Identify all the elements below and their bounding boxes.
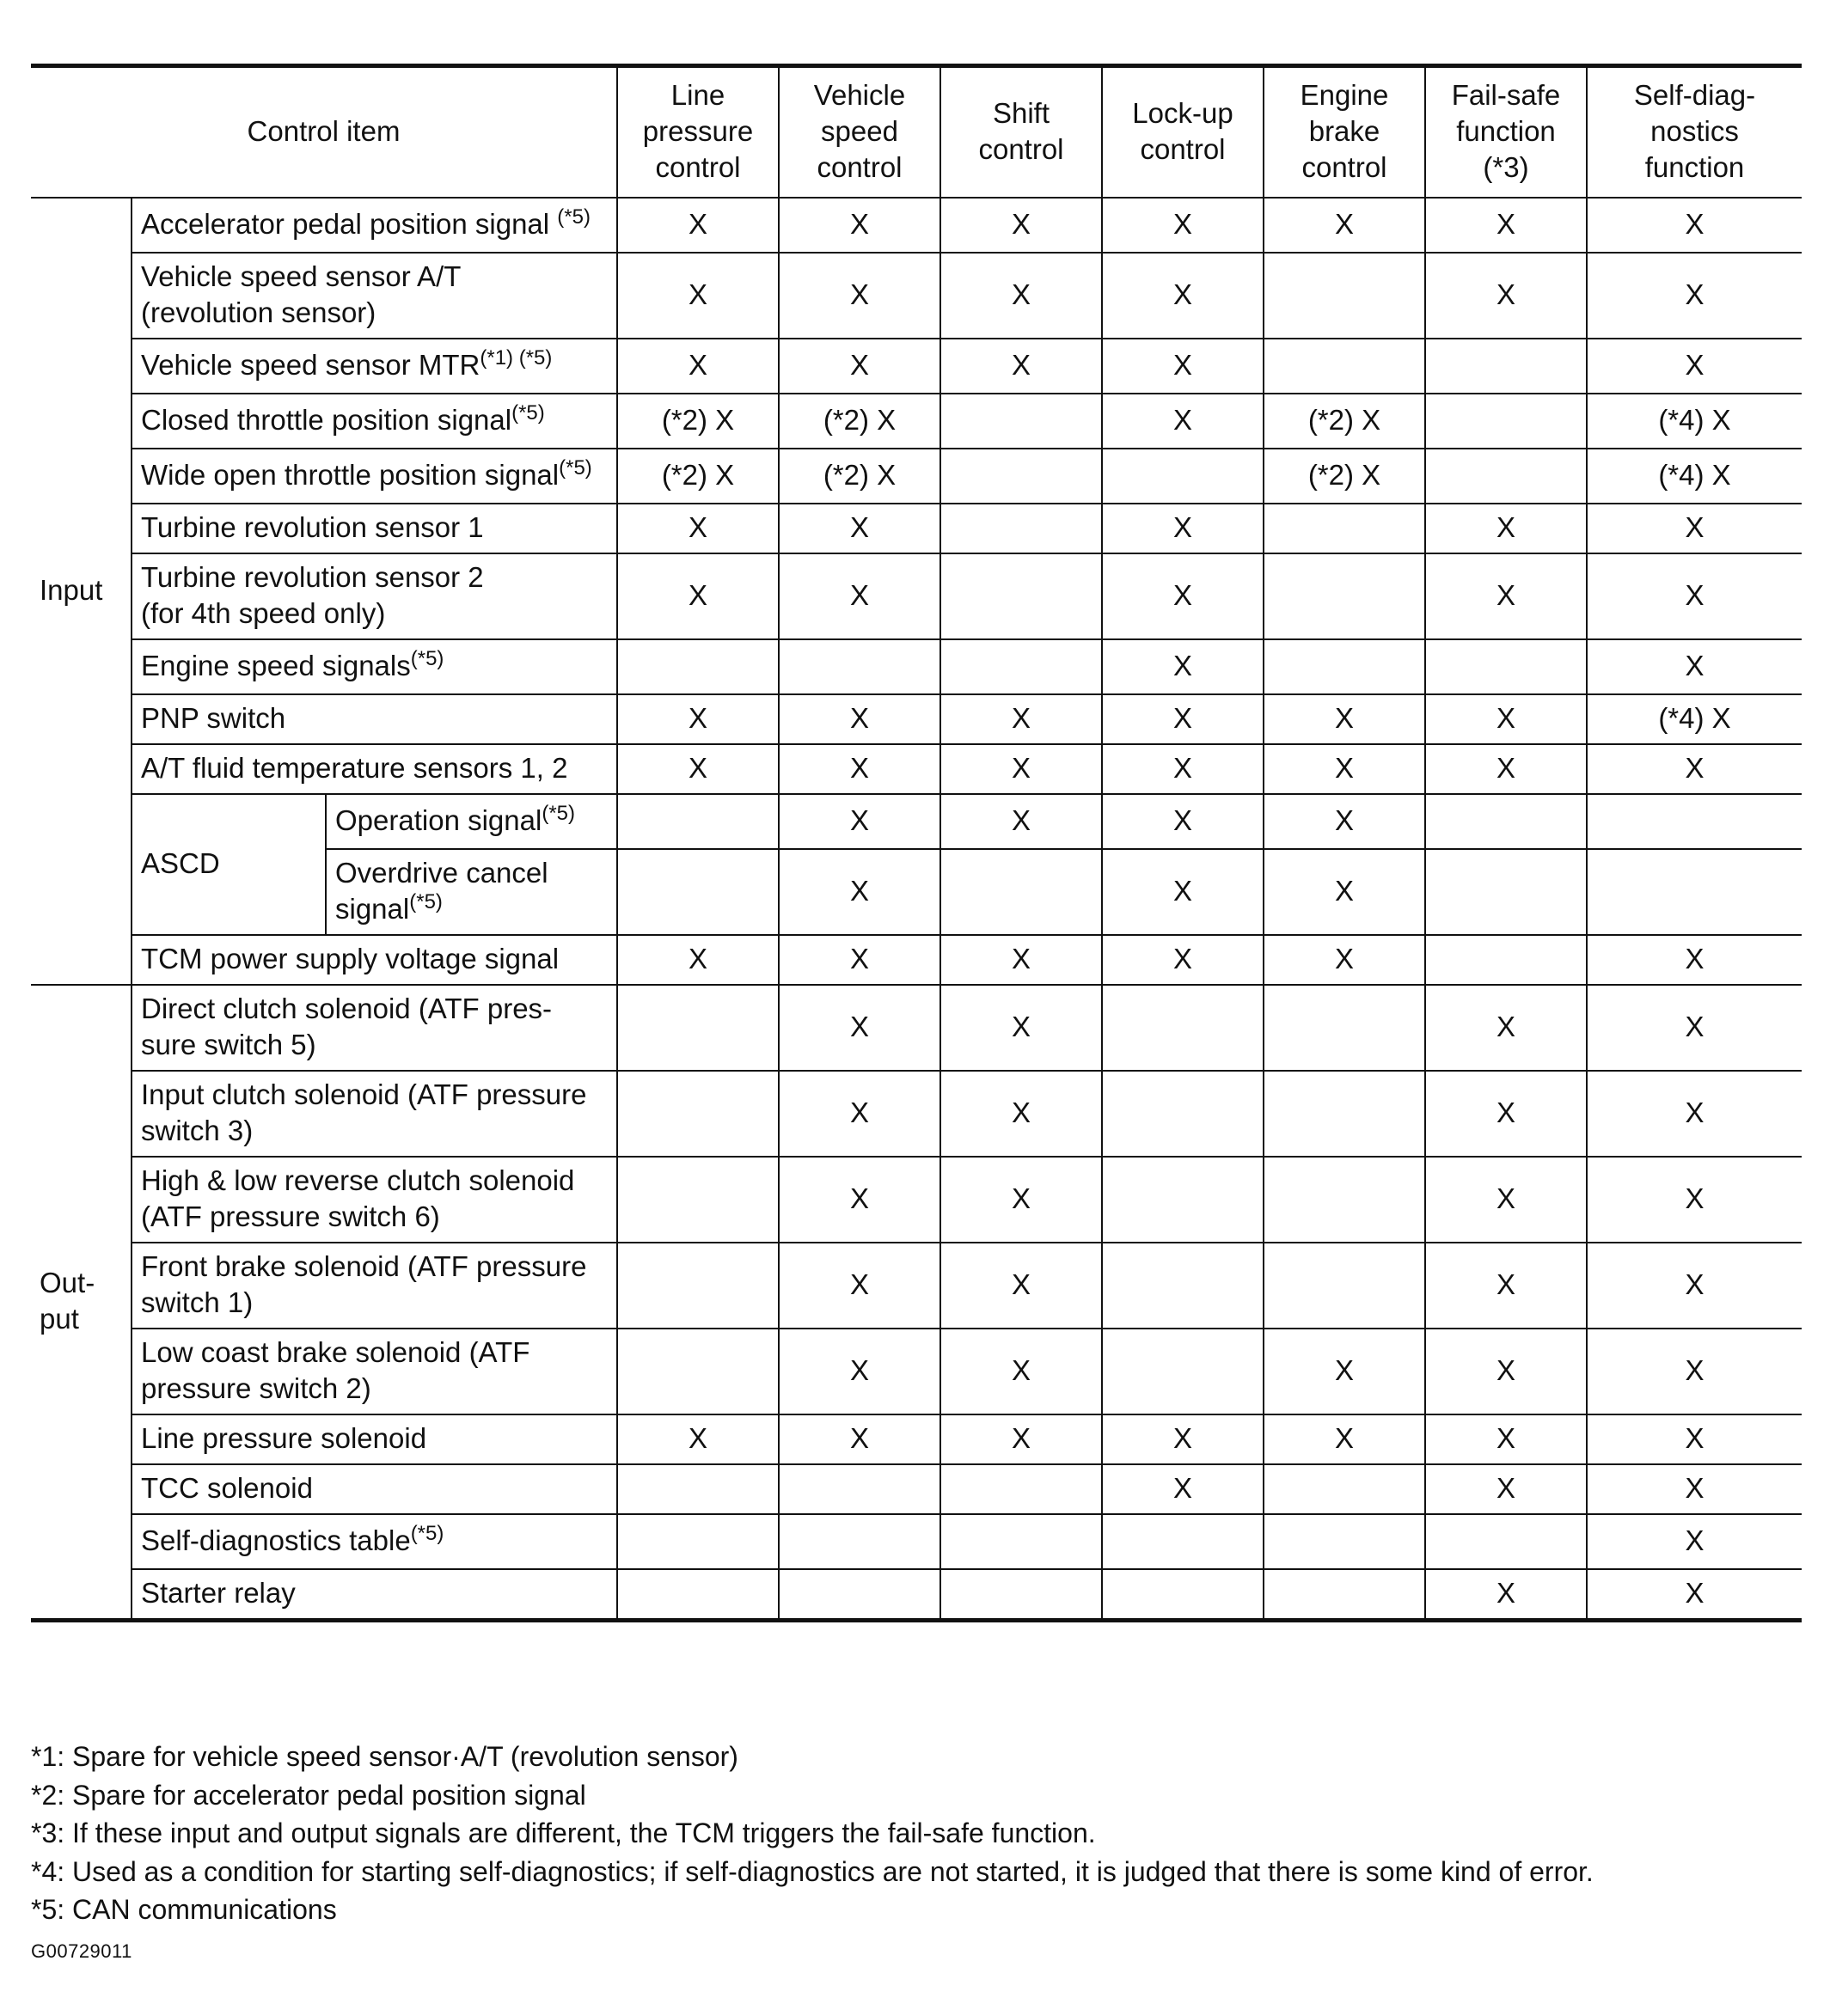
text-line: (revolution sensor) [141,296,376,328]
mark-cell: X [1102,198,1264,253]
mark-cell: X [1587,1071,1802,1157]
control-item-label [132,1414,617,1464]
table-row [31,1569,1802,1621]
control-item-table [31,64,1802,1622]
mark-cell: X [1264,694,1425,744]
mark-cell: (*4) X [1587,694,1802,744]
mark-cell: (*2) X [617,449,779,504]
mark-cell: X [1425,504,1587,553]
text-line: control [1140,133,1226,165]
mark-cell [940,1514,1102,1569]
superscript-note: (*5) [559,456,592,480]
text-line: Closed throttle position signal [141,404,512,436]
footnote: *2: Spare for accelerator pedal position signal [31,1779,586,1811]
mark-cell: X [940,1329,1102,1414]
mark-cell [1264,253,1425,339]
mark-cell [1264,339,1425,394]
header-control-item: Control item [31,66,617,199]
mark-cell: X [1102,849,1264,935]
mark-cell: X [940,1071,1102,1157]
text-line: (for 4th speed only) [141,597,386,629]
mark-cell [940,504,1102,553]
text-line: Shift [992,97,1050,129]
text-line: pressure switch 2) [141,1372,371,1404]
text-line: TCC solenoid [141,1472,313,1504]
mark-cell [617,1243,779,1329]
text-line: Overdrive cancel [335,857,548,889]
mark-cell [1425,935,1587,985]
mark-cell [940,1569,1102,1621]
mark-cell: X [1587,639,1802,694]
table-row [31,253,1802,339]
mark-cell: X [1102,504,1264,553]
mark-cell: X [779,985,940,1071]
superscript-note: (*5) [511,401,545,425]
mark-cell [1264,1514,1425,1569]
mark-cell [940,449,1102,504]
superscript-note: (*5) [557,205,591,229]
mark-cell: X [1102,694,1264,744]
figure-id: G00729011 [31,1940,132,1962]
mark-cell: X [779,744,940,794]
mark-cell: X [1264,849,1425,935]
text-line: sure switch 5) [141,1029,316,1060]
text-line: Line [670,79,725,111]
mark-cell [1425,639,1587,694]
mark-cell: X [1587,1569,1802,1621]
control-item-label [132,1329,617,1414]
group-label-input [31,198,132,985]
mark-cell: X [779,504,940,553]
mark-cell: X [1425,553,1587,639]
control-table-sheet [31,64,1802,1622]
mark-cell [1264,1464,1425,1514]
mark-cell [1102,985,1264,1071]
text-line: Accelerator pedal position signal [141,208,558,240]
text-line: Fail-safe [1451,79,1561,111]
mark-cell: X [779,1329,940,1414]
mark-cell [617,1157,779,1243]
mark-cell: X [1102,1414,1264,1464]
footnotes [31,1738,1802,1929]
text-line: function [1456,115,1556,147]
superscript-note: (*5) [410,1522,444,1545]
mark-cell [1102,1569,1264,1621]
control-item-label [132,935,617,985]
mark-cell: X [1587,198,1802,253]
text-line: Front brake solenoid (ATF pressure [141,1250,587,1282]
mark-cell [940,394,1102,449]
mark-cell [779,1569,940,1621]
mark-cell [779,1464,940,1514]
mark-cell: X [1264,794,1425,849]
mark-cell [1425,1514,1587,1569]
text-line: Self-diag- [1633,79,1756,111]
text-line: TCM power supply voltage signal [141,943,560,974]
table-row [31,1514,1802,1569]
mark-cell: X [1425,1569,1587,1621]
text-line: Input [40,574,103,606]
mark-cell: X [940,253,1102,339]
footnote: *1: Spare for vehicle speed sensor·A/T (revolution sensor) [31,1741,738,1772]
mark-cell: X [1425,1414,1587,1464]
table-row [31,935,1802,985]
mark-cell: X [779,553,940,639]
mark-cell: X [1425,694,1587,744]
mark-cell: (*4) X [1587,449,1802,504]
mark-cell: X [617,253,779,339]
control-item-label [326,849,617,935]
mark-cell: X [617,744,779,794]
table-row [31,504,1802,553]
text-line: Wide open throttle position signal [141,459,560,491]
control-item-label [132,744,617,794]
mark-cell: X [617,694,779,744]
mark-cell: X [1587,1414,1802,1464]
mark-cell [1425,794,1587,849]
mark-cell: X [1587,253,1802,339]
superscript-note: (*5) [410,647,444,670]
mark-cell: X [1425,253,1587,339]
mark-cell [940,639,1102,694]
footnote: *5: CAN communications [31,1894,337,1925]
mark-cell [1102,1329,1264,1414]
mark-cell: X [1425,1071,1587,1157]
mark-cell [617,1569,779,1621]
text-line: Starter relay [141,1577,296,1609]
mark-cell [940,1464,1102,1514]
mark-cell: X [1587,553,1802,639]
table-row [31,553,1802,639]
table-row [31,985,1802,1071]
mark-cell [617,1329,779,1414]
mark-cell [1264,1569,1425,1621]
text-line: control [655,151,741,183]
mark-cell: X [1587,1464,1802,1514]
superscript-note: (*5) [409,890,443,913]
text-line: control [817,151,903,183]
mark-cell: X [1587,339,1802,394]
text-line: Engine speed signals [141,650,411,681]
text-line: Lock-up [1132,97,1233,129]
mark-cell [617,794,779,849]
mark-cell: X [779,253,940,339]
mark-cell: X [1102,794,1264,849]
mark-cell: X [1587,1157,1802,1243]
mark-cell [779,1514,940,1569]
text-line: nostics [1650,115,1739,147]
control-item-label [132,504,617,553]
mark-cell [1425,449,1587,504]
mark-cell [1587,849,1802,935]
mark-cell: X [1264,744,1425,794]
text-line: control [1301,151,1387,183]
mark-cell: X [940,339,1102,394]
control-item-label [132,394,617,449]
text-line: Out- [40,1267,95,1298]
text-line: signal [335,893,410,925]
mark-cell: X [1587,1514,1802,1569]
mark-cell: X [1264,935,1425,985]
text-line: Turbine revolution sensor 2 [141,561,484,593]
table-row [31,639,1802,694]
mark-cell [617,1071,779,1157]
text-line: Self-diagnostics table [141,1524,411,1556]
text-line: Line pressure solenoid [141,1422,427,1454]
mark-cell: X [1425,198,1587,253]
text-line: High & low reverse clutch solenoid [141,1164,575,1196]
mark-cell: X [779,1157,940,1243]
text-line: switch 1) [141,1286,254,1318]
mark-cell: X [940,935,1102,985]
control-item-label [132,694,617,744]
mark-cell: X [1425,985,1587,1071]
table-row [31,694,1802,744]
mark-cell: X [617,198,779,253]
mark-cell: X [1102,744,1264,794]
mark-cell [1425,394,1587,449]
mark-cell: (*2) X [779,394,940,449]
text-line: Low coast brake solenoid (ATF [141,1336,530,1368]
mark-cell: X [1587,935,1802,985]
text-line: Vehicle [813,79,906,111]
text-line: (*3) [1483,151,1529,183]
mark-cell [1264,1071,1425,1157]
control-item-label [132,1157,617,1243]
mark-cell: X [1425,744,1587,794]
mark-cell [617,1514,779,1569]
text-line: put [40,1303,79,1335]
ascd-label: ASCD [132,794,326,935]
mark-cell [779,639,940,694]
mark-cell: X [1587,1329,1802,1414]
mark-cell: (*2) X [1264,449,1425,504]
mark-cell [1102,1514,1264,1569]
text-line: (ATF pressure switch 6) [141,1200,440,1232]
control-item-label [132,339,617,394]
text-line: brake [1308,115,1380,147]
mark-cell: X [1587,504,1802,553]
control-item-label [132,1464,617,1514]
mark-cell [1425,849,1587,935]
text-line: Engine [1300,79,1389,111]
control-item-label [132,1243,617,1329]
control-item-label [132,553,617,639]
text-line: control [978,133,1064,165]
mark-cell: X [779,339,940,394]
superscript-note: (*1) (*5) [480,346,553,370]
mark-cell: X [1102,339,1264,394]
text-line: speed [821,115,898,147]
mark-cell [617,849,779,935]
mark-cell: X [779,1414,940,1464]
table-row [31,744,1802,794]
mark-cell [1264,1157,1425,1243]
table-row [31,1243,1802,1329]
footnote: *4: Used as a condition for starting self-diagnostics; if self-diagnostics are not started, it is judged that there is some kind of error. [31,1855,1594,1887]
text-line: pressure [642,115,754,147]
mark-cell: X [940,794,1102,849]
mark-cell [940,553,1102,639]
mark-cell: X [940,744,1102,794]
mark-cell: X [1264,1329,1425,1414]
mark-cell: X [1102,639,1264,694]
mark-cell: X [779,849,940,935]
control-item-label [132,449,617,504]
control-item-label [132,1071,617,1157]
mark-cell: X [1425,1329,1587,1414]
mark-cell: X [1425,1157,1587,1243]
mark-cell: X [779,198,940,253]
header-col-1 [779,66,940,199]
mark-cell [1264,1243,1425,1329]
header-col-5 [1425,66,1587,199]
mark-cell: X [1102,553,1264,639]
mark-cell [1264,639,1425,694]
mark-cell: X [779,1243,940,1329]
table-row [31,794,1802,849]
table-row [31,1464,1802,1514]
mark-cell: (*4) X [1587,394,1802,449]
header-col-2 [940,66,1102,199]
text-line: Vehicle speed sensor MTR [141,349,480,381]
table-row [31,1071,1802,1157]
mark-cell: (*2) X [617,394,779,449]
mark-cell: X [1587,744,1802,794]
table-row [31,198,1802,253]
mark-cell: (*2) X [779,449,940,504]
group-label-output [31,985,132,1621]
header-row [31,66,1802,199]
text-line: Operation signal [335,804,542,836]
control-item-label [132,198,617,253]
text-line: function [1644,151,1745,183]
header-col-0 [617,66,779,199]
control-item-label [132,985,617,1071]
mark-cell: (*2) X [1264,394,1425,449]
table-row [31,1414,1802,1464]
text-line: A/T fluid temperature sensors 1, 2 [141,752,568,784]
mark-cell [1102,449,1264,504]
footnote: *3: If these input and output signals are different, the TCM triggers the fail-safe function. [31,1817,1096,1848]
mark-cell: X [779,1071,940,1157]
mark-cell: X [940,1243,1102,1329]
text-line: Input clutch solenoid (ATF pressure [141,1078,587,1110]
mark-cell: X [1102,394,1264,449]
mark-cell: X [1264,1414,1425,1464]
mark-cell: X [1425,1464,1587,1514]
mark-cell: X [617,1414,779,1464]
mark-cell: X [1102,935,1264,985]
mark-cell: X [1102,253,1264,339]
mark-cell: X [779,794,940,849]
text-line: Direct clutch solenoid (ATF pres- [141,993,553,1024]
mark-cell [1587,794,1802,849]
header-col-6 [1587,66,1802,199]
table-row [31,449,1802,504]
text-line: PNP switch [141,702,286,734]
mark-cell [1425,339,1587,394]
mark-cell: X [779,694,940,744]
table-row [31,1329,1802,1414]
mark-cell [617,985,779,1071]
mark-cell: X [779,935,940,985]
mark-cell: X [617,935,779,985]
table-row [31,394,1802,449]
mark-cell [940,849,1102,935]
mark-cell [1102,1157,1264,1243]
control-item-label [326,794,617,849]
mark-cell [1102,1243,1264,1329]
superscript-note: (*5) [542,802,575,825]
mark-cell: X [617,339,779,394]
mark-cell: X [617,553,779,639]
mark-cell: X [940,1414,1102,1464]
mark-cell: X [1102,1464,1264,1514]
table-row [31,339,1802,394]
table-body [31,198,1802,1621]
mark-cell: X [1425,1243,1587,1329]
mark-cell [1264,985,1425,1071]
text-line: switch 3) [141,1115,254,1146]
control-item-label [132,1569,617,1621]
mark-cell: X [940,198,1102,253]
table-row [31,1157,1802,1243]
mark-cell [1102,1071,1264,1157]
mark-cell [617,1464,779,1514]
header-col-3 [1102,66,1264,199]
control-item-label [132,1514,617,1569]
mark-cell: X [617,504,779,553]
mark-cell: X [1587,985,1802,1071]
mark-cell [1264,553,1425,639]
mark-cell: X [1264,198,1425,253]
mark-cell: X [940,1157,1102,1243]
mark-cell: X [1587,1243,1802,1329]
control-item-label [132,639,617,694]
mark-cell [1264,504,1425,553]
control-item-label [132,253,617,339]
header-col-4 [1264,66,1425,199]
text-line: Turbine revolution sensor 1 [141,511,484,543]
text-line: Vehicle speed sensor A/T [141,260,462,292]
mark-cell [617,639,779,694]
mark-cell: X [940,985,1102,1071]
mark-cell: X [940,694,1102,744]
